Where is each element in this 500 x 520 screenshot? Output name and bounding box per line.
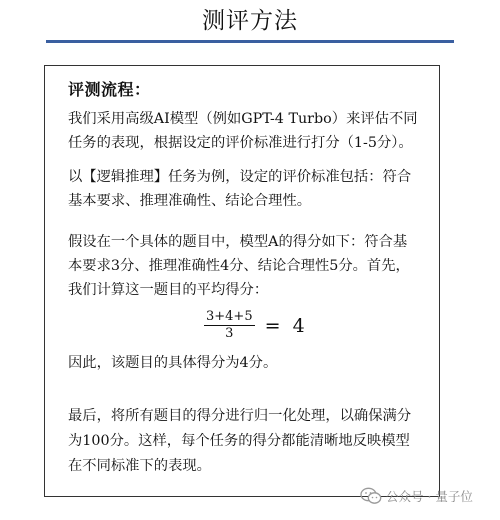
paragraph-line: 任务的表现，根据设定的评价标准进行打分（1-5分）。: [68, 135, 413, 151]
wechat-icon: [360, 487, 382, 505]
paragraph-line: 以【逻辑推理】任务为例，设定的评价标准包括：符合: [68, 169, 412, 185]
formula-numerator: 3+4+5: [206, 309, 253, 324]
section-heading: 评测流程：: [68, 80, 151, 99]
paragraph-line: 最后，将所有题目的得分进行归一化处理，以确保满分: [68, 408, 412, 424]
formula-result: = 4: [264, 314, 308, 337]
formula-denominator: 3: [225, 326, 234, 342]
title-divider: [46, 40, 454, 43]
paragraph-line: 基本要求、推理准确性、结论合理性。: [68, 193, 312, 209]
watermark-text: 公众号 · 量子位: [386, 489, 473, 504]
paragraph-line: 我们采用高级AI模型（例如GPT-4 Turbo）来评估不同: [68, 111, 418, 127]
formula-fraction: [204, 309, 255, 342]
paragraph-line: 假设在一个具体的题目中，模型A的得分如下：符合基: [68, 234, 408, 250]
page-title: 测评方法: [202, 8, 298, 34]
paragraph-line: 在不同标准下的表现。: [68, 458, 211, 474]
average-formula: [204, 309, 308, 342]
paragraph-line: 为100分。这样，每个任务的得分都能清晰地反映模型: [68, 433, 410, 449]
paragraph-line: 本要求3分、推理准确性4分、结论合理性5分。首先，: [68, 258, 410, 274]
paragraph-line: 我们计算这一题目的平均得分：: [68, 282, 269, 298]
paragraph-line: 因此，该题目的具体得分为4分。: [68, 355, 278, 371]
watermark: [360, 487, 473, 505]
